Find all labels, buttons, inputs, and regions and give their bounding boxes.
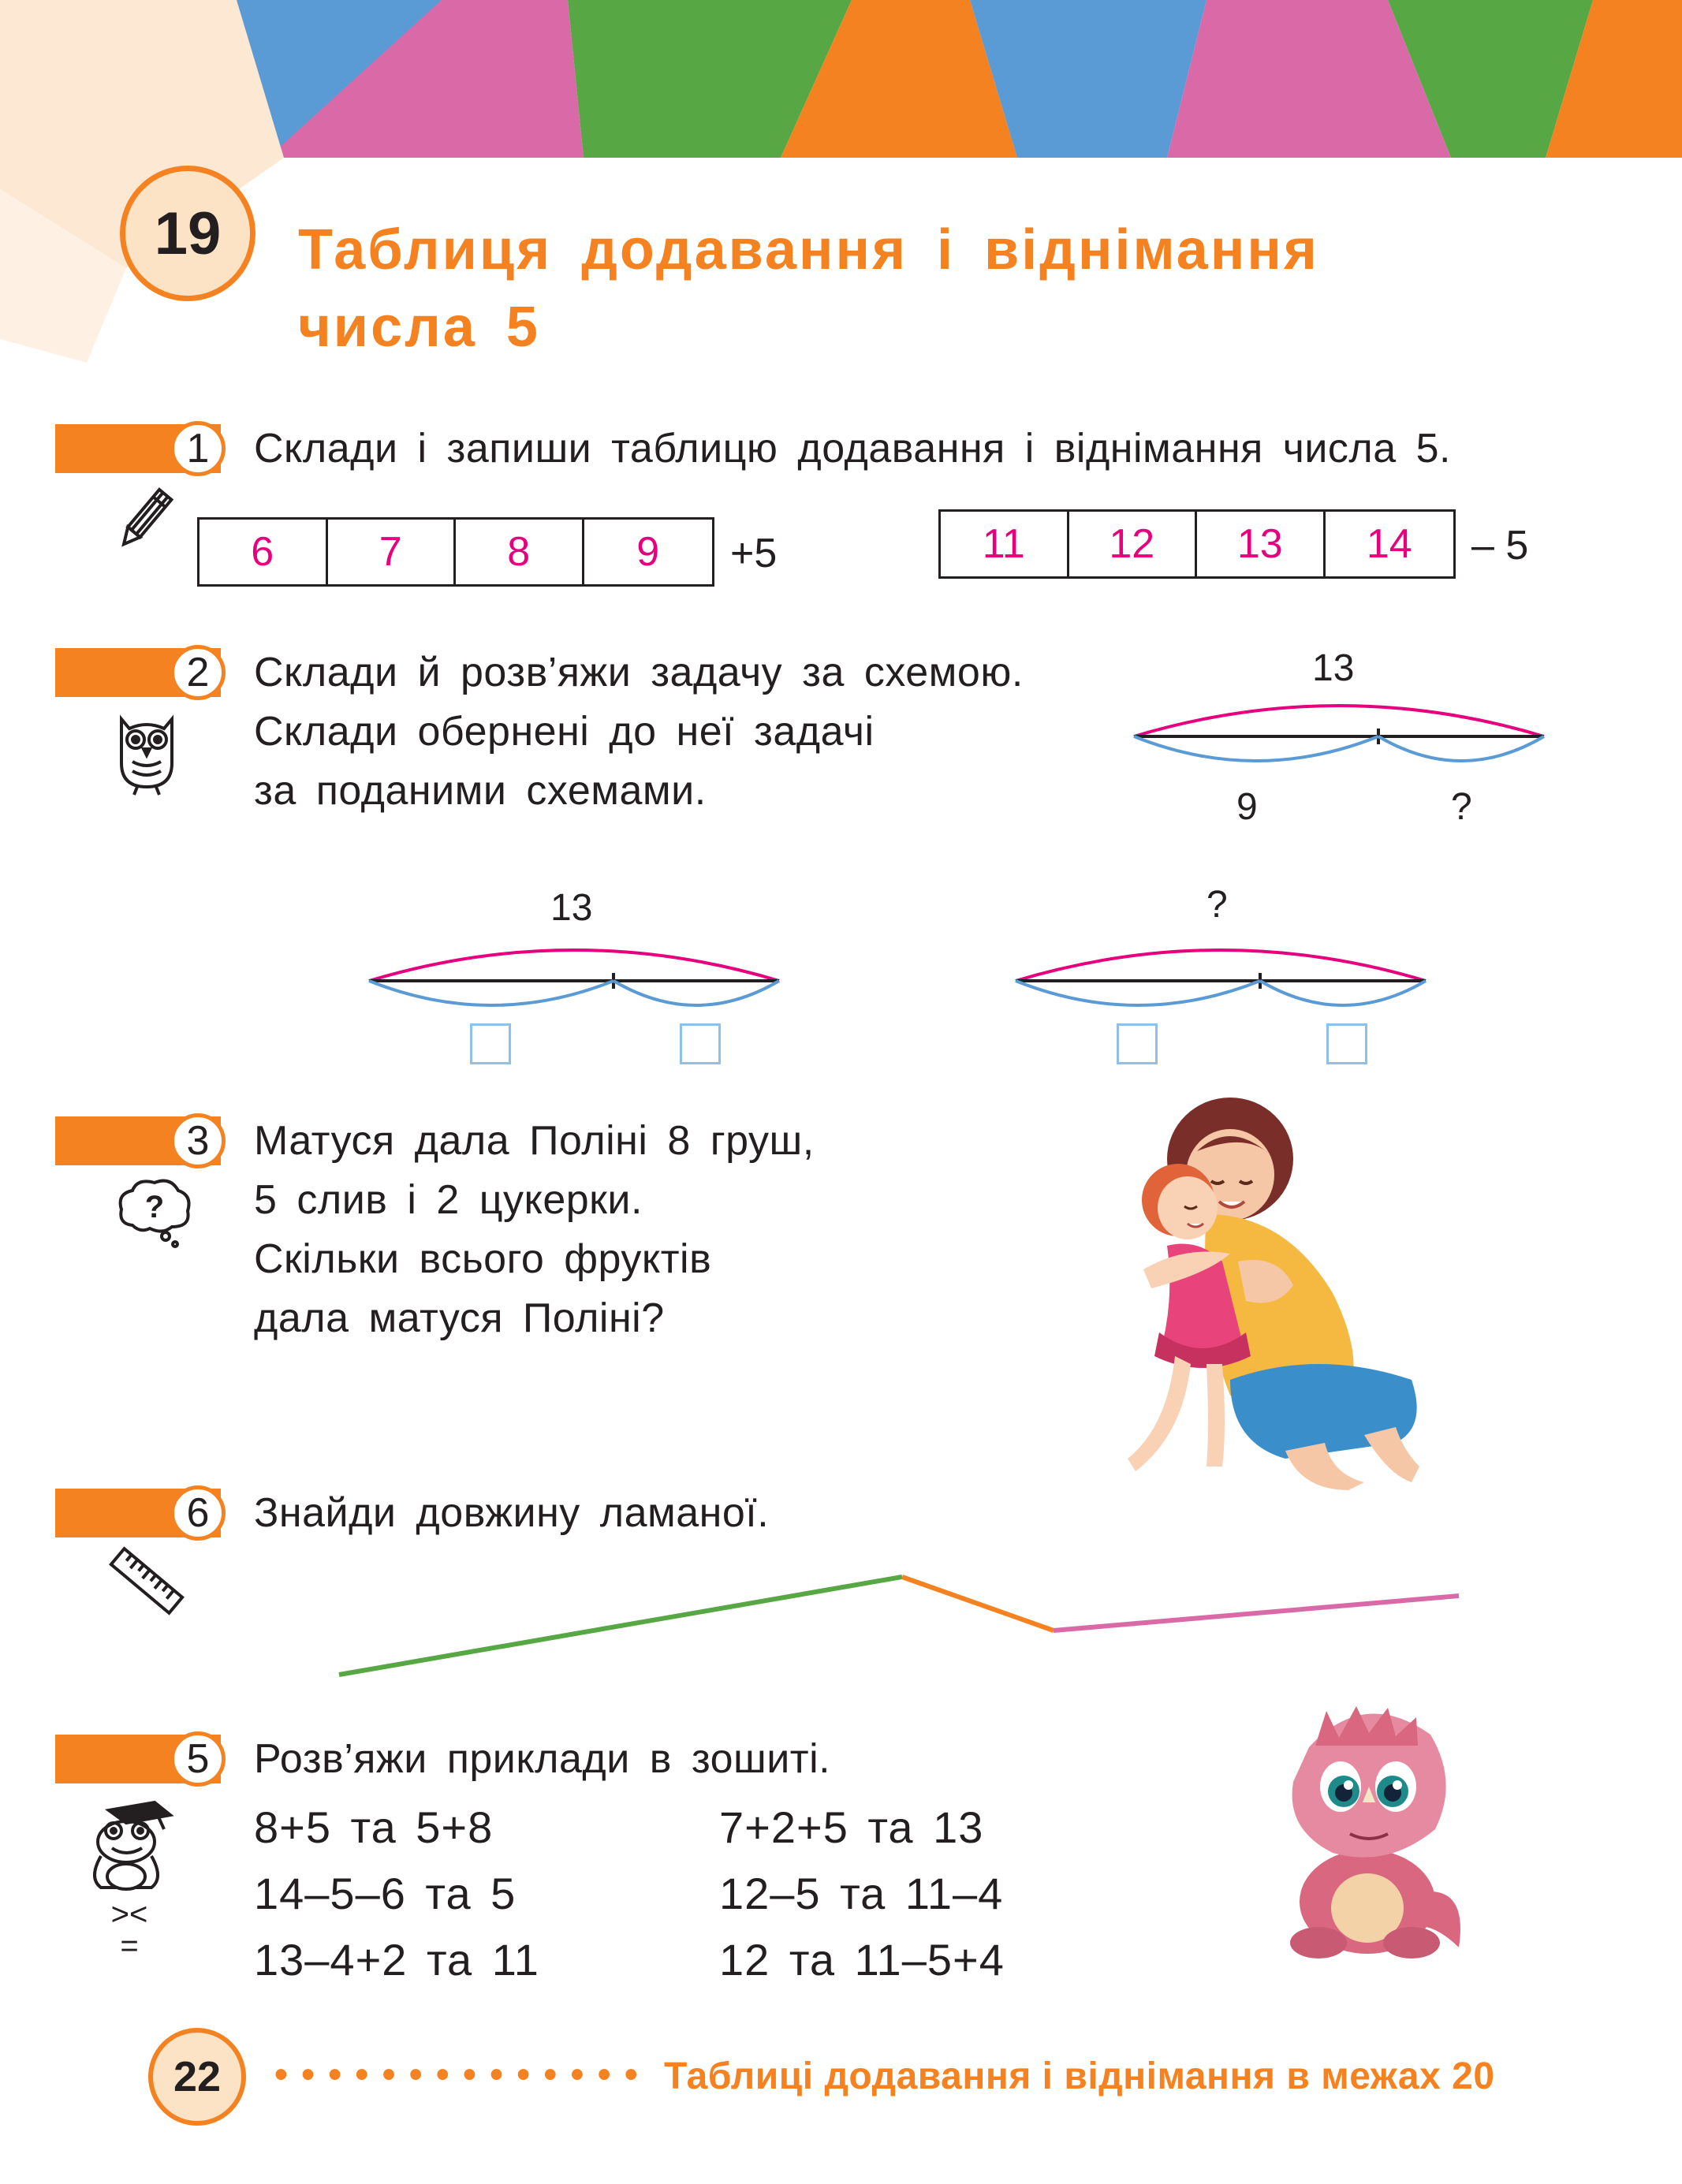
example-expression: 12–5 та 11–4 (719, 1869, 1004, 1918)
page-number: 22 (173, 2053, 222, 2100)
task-3-line1: Матуся дала Поліні 8 груш, (254, 1118, 815, 1164)
mother-daughter-illustration (1112, 1096, 1427, 1506)
task-1-text: Склади і запиши таблицю додавання і віднімання числа 5. (254, 426, 1451, 471)
examples-left-column (254, 1795, 539, 1993)
addition-cell: 9 (636, 529, 660, 575)
addition-table-boxes (197, 517, 714, 587)
examples-right-column (719, 1795, 1005, 1993)
baby-dinosaur-illustration (1262, 1695, 1475, 1963)
answer-box (1117, 1023, 1158, 1064)
task-2-line3: за поданими схемами. (254, 768, 707, 814)
corner-decoration (0, 0, 284, 363)
lesson-title (298, 211, 1319, 366)
lesson-number-badge (120, 166, 255, 301)
scheme-main-right-label: ? (1451, 786, 1472, 828)
compare-symbols: ><= (110, 1897, 148, 1963)
task-2-line1: Склади й розв’яжи задачу за схемою. (254, 650, 1024, 695)
task-3-line2: 5 слив і 2 цукерки. (254, 1177, 643, 1223)
scheme-main-left-label: 9 (1236, 786, 1258, 828)
task-2-text (254, 643, 1024, 821)
broken-line-figure (331, 1561, 1467, 1687)
lesson-title-line2: числа 5 (298, 296, 540, 359)
answer-box (1326, 1023, 1367, 1064)
addition-cell: 8 (456, 520, 584, 584)
task-3-number: 3 (170, 1113, 226, 1168)
subtraction-cell: 12 (1069, 512, 1198, 576)
scheme-main (1128, 683, 1550, 771)
thought-bubble-question-icon (115, 1176, 194, 1249)
broken-line-segment-pink (1054, 1596, 1459, 1631)
task-1-number: 1 (170, 421, 226, 476)
pencil-icon (109, 483, 181, 555)
subtraction-cell: 14 (1366, 521, 1412, 567)
example-expression: 12 та 11–5+4 (719, 1935, 1005, 1985)
ruler-icon (107, 1545, 186, 1616)
task-6-text: Знайди довжину ламаної. (254, 1490, 770, 1536)
subtraction-operator: – 5 (1471, 523, 1529, 568)
scheme-b (1009, 927, 1432, 1016)
lesson-number: 19 (154, 199, 222, 267)
answer-box (470, 1023, 511, 1064)
broken-line-segment-orange (902, 1577, 1054, 1631)
scheme-a-top-label: 13 (550, 887, 593, 929)
page-number-badge (148, 2028, 246, 2126)
example-expression: 13–4+2 та 11 (254, 1935, 539, 1985)
addition-operator: +5 (730, 531, 778, 576)
task-5-number: 5 (170, 1731, 226, 1787)
addition-cell: 6 (200, 520, 328, 584)
subtraction-cell: 11 (941, 512, 1069, 576)
scheme-a (363, 927, 785, 1016)
task-5-text: Розв’яжи приклади в зошиті. (254, 1736, 831, 1782)
example-expression: 14–5–6 та 5 (254, 1869, 517, 1918)
answer-box (680, 1023, 721, 1064)
example-expression: 7+2+5 та 13 (719, 1802, 984, 1852)
task-3-text (254, 1112, 815, 1348)
task-3-line4: дала матуся Поліні? (254, 1295, 665, 1341)
scheme-main-top-label: 13 (1312, 647, 1355, 689)
frog-graduate-icon (77, 1799, 196, 1897)
owl-icon (110, 708, 183, 796)
task-3-line3: Скільки всього фруктів (254, 1236, 712, 1282)
footer-dots: • • • • • • • • • • • • • • (274, 2054, 640, 2096)
svg-text:?: ? (144, 1190, 165, 1224)
broken-line-segment-green (339, 1577, 902, 1675)
footer-section-title: Таблиці додавання і віднімання в межах 20 (664, 2055, 1495, 2097)
addition-cell: 7 (328, 520, 457, 584)
lesson-title-line1: Таблиця додавання і віднімання (298, 218, 1319, 281)
task-2-line2: Склади обернені до неї задачі (254, 709, 875, 755)
scheme-b-top-label: ? (1206, 884, 1228, 926)
example-expression: 8+5 та 5+8 (254, 1802, 494, 1852)
task-6-number: 6 (170, 1485, 226, 1541)
subtraction-table-boxes (938, 509, 1456, 579)
subtraction-cell: 13 (1197, 512, 1326, 576)
task-2-number: 2 (170, 645, 226, 700)
